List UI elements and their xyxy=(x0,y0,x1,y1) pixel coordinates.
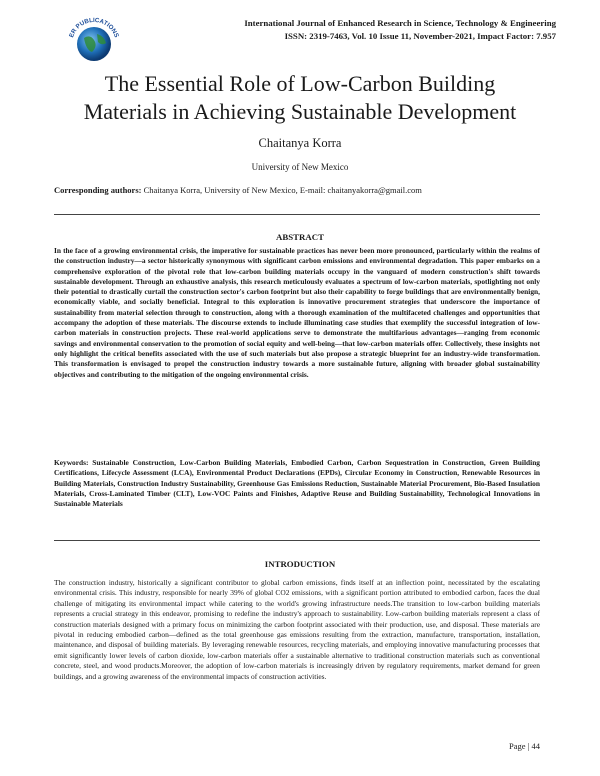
journal-info xyxy=(244,17,556,43)
abstract-heading: ABSTRACT xyxy=(276,232,324,242)
title-line-2: Materials in Achieving Sustainable Development xyxy=(83,99,517,124)
corresponding-text: Chaitanya Korra, University of New Mexico, E-mail: chaitanyakorra@gmail.com xyxy=(141,185,422,195)
divider xyxy=(54,214,540,215)
divider xyxy=(54,540,540,541)
corresponding-label: Corresponding authors: xyxy=(54,185,142,195)
keywords xyxy=(54,458,540,509)
title-line-1: The Essential Role of Low-Carbon Building xyxy=(104,71,496,96)
author-name: Chaitanya Korra xyxy=(258,136,342,150)
corresponding-author xyxy=(54,185,422,195)
journal-issue: ISSN: 2319-7463, Vol. 10 Issue 11, November-2021, Impact Factor: 7.957 xyxy=(284,31,556,41)
page-number: Page | 44 xyxy=(509,741,540,751)
introduction-text: The construction industry, historically a significant contributor to global carbon emissions, finds itself at an inflection point, necessitated by the escalating environmental crisis. This industry, responsible for nearly 39% of global CO2 emissions, with a significant portion attributed to embodied carbon, faces the dual challenge of mitigating its environmental impact while catering to the world's growing infrastructure needs.The transition to low-carbon building materials represents a crucial strategy in this endeavor, promising to redefine the industry's approach to sustainability. Low-carbon building materials represent a class of construction materials designed with a primary focus on minimizing the carbon footprint associated with their production, use, and disposal. These materials are pivotal in reducing embodied carbon—defined as the total greenhouse gas emissions resulting from the extraction, manufacture, transportation, installation, maintenance, and disposal of building materials. By leveraging renewable resources, recycling materials, and employing innovative manufacturing processes that emit significantly lower levels of carbon dioxide, low-carbon materials offer a sustainable alternative to traditional construction materials such as conventional concrete, steel, and wood products.Moreover, the adoption of low-carbon materials is increasingly driven by regulatory requirements, market demand for green buildings, and a growing awareness of the environmental impacts of construction activities. xyxy=(54,578,540,681)
author-affiliation: University of New Mexico xyxy=(251,162,349,172)
page-header xyxy=(0,0,600,68)
logo-text: ER PUBLICATIONS xyxy=(68,16,120,39)
abstract-text: In the face of a growing environmental crisis, the imperative for sustainable practices has never been more pronounced, particularly within the realms of the construction industry—a sector historically synonymous with significant carbon emissions and environmental degradation. This paper embarks on a comprehensive exploration of the pivotal role that low-carbon building materials occupy in the vanguard of modern construction's shift towards sustainable development. Through an exhaustive analysis, this research meticulously evaluates a spectrum of low-carbon materials, spotlighting not only their potential to drastically curtail the construction sector's carbon footprint but also their capability to forge buildings that are environmentally benign, economically viable, and socially beneficial. Integral to this exploration is innovative procurement strategies that underscore the importance of sustainability from material selection through to construction, along with a thorough examination of the multifaceted challenges and opportunities that accompany the adoption of these materials. The discourse extends to include illuminating case studies that exemplify the successful integration of low-carbon materials in construction projects. These real-world applications serve to demonstrate the multifarious advantages—ranging from economic savings and environmental conservation to the promotion of social equity and well-being—that low-carbon materials offer. Collectively, these insights not only highlight the critical benefits associated with the use of such materials but also propose a strategic blueprint for an industry-wide transformation. This transformation is envisaged to propel the construction industry towards a more sustainable future, aligning with broader global sustainability objectives and contributing to the mitigation of the ongoing environmental crisis. xyxy=(54,246,540,379)
paper-title xyxy=(40,70,560,126)
journal-name: International Journal of Enhanced Research in Science, Technology & Engineering xyxy=(244,18,556,28)
introduction-heading: INTRODUCTION xyxy=(264,559,336,569)
keywords-label: Keywords: xyxy=(54,458,89,467)
keywords-text: Sustainable Construction, Low-Carbon Building Materials, Embodied Carbon, Carbon Sequestration in Construction, Green Building Certifications, Lifecycle Assessment (LCA), Environmental Product Declarations (EPDs), Circular Economy in Construction, Renewable Resources in Building Materials, Construction Industry Sustainability, Greenhouse Gas Emissions Reduction, Sustainable Material Procurement, Bio-Based Insulation Materials, Cross-Laminated Timber (CLT), Low-VOC Paints and Finishes, Adaptive Reuse and Building Sustainability, Technological Innovations in Sustainable Materials xyxy=(54,458,540,509)
er-publications-logo xyxy=(64,10,124,68)
